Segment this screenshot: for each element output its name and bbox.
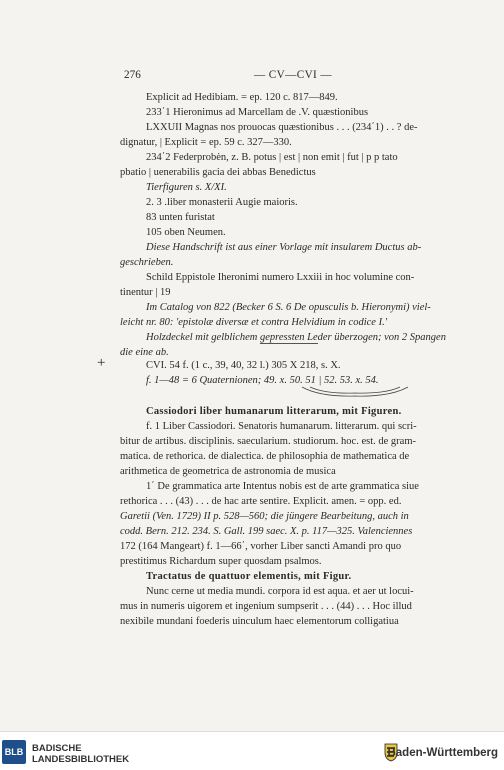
text-line: geschrieben. <box>120 257 174 268</box>
text-line: 234΄2 Federprobėn, z. B. potus | est | non emit | fut | p p tato <box>146 152 398 163</box>
section-title: Tractatus de quattuor elementis, mit Figur. <box>146 571 352 582</box>
page-header <box>124 69 450 85</box>
text-line: codd. Bern. 212. 234. S. Gall. 199 saec. X. p. 117—325. Valenciennes <box>120 526 413 537</box>
text-line: tinentur | 19 <box>120 287 171 298</box>
text-line: prestitimus Richardum super quosdam psalmos. <box>120 556 322 567</box>
blb-name[interactable] <box>32 743 129 765</box>
text-line: 2. 3 .liber monasterii Augie maioris. <box>146 197 298 208</box>
text-line: dignatur, | Explicit = ep. 59 c. 327—330. <box>120 137 292 148</box>
text-line: rethorica . . . (43) . . . de hac arte sentire. Explicit. amen. = opp. ed. <box>120 496 402 507</box>
page-number: 276 <box>124 69 141 81</box>
section-title: Cassiodori liber humanarum litterarum, mit Figuren. <box>146 406 402 417</box>
text-line: Garetii (Ven. 1729) II p. 528—560; die jüngere Bearbeitung, auch in <box>120 511 409 522</box>
text-line: pbatio | uenerabilis gacia dei abbas Benedictus <box>120 167 316 178</box>
section-divider <box>260 343 318 344</box>
text-line: Im Catalog von 822 (Becker 6 S. 6 De opusculis b. Hieronymi) viel- <box>146 302 431 313</box>
bw-label[interactable]: Baden-Württemberg <box>387 747 498 759</box>
text-line: 83 unten furistat <box>146 212 215 223</box>
entry-heading: CVI. 54 f. (1 c., 39, 40, 32 l.) 305 X 218, s. X. <box>146 360 341 371</box>
text-line: 1΄ De grammatica arte Intentus nobis est de arte grammatica siue <box>146 481 419 492</box>
text-line: nexibile mundani foederis uinculum haec elementorum colligatiua <box>120 616 399 627</box>
text-line: Nunc cerne ut media mundi. corpora id est aqua. et aer ut locui- <box>146 586 414 597</box>
text-line: arithmetica de geometrica de astronomia de musica <box>120 466 336 477</box>
running-head: — CV—CVI — <box>254 69 332 81</box>
blb-name-line1: BADISCHE <box>32 743 82 754</box>
text-line: 233΄1 Hieronimus ad Marcellam de .V. quæstionibus <box>146 107 369 118</box>
text-line: Schild Eppistole Iheronimi numero Lxxiii in hoc volumine con- <box>146 272 415 283</box>
text-line: Diese Handschrift ist aus einer Vorlage mit insularem Ductus ab- <box>146 242 422 253</box>
text-line: matica. de rethorica. de dialectica. de philosophia de mathematica de <box>120 451 410 462</box>
text-line: Holzdeckel mit gelblichem gepressten Leder überzogen; von 2 Spangen <box>146 332 446 343</box>
text-line: f. 1—48 = 6 Quaternionen; 49. x. 50. 51 | 52. 53. x. 54. <box>146 375 379 386</box>
cvi-content-block <box>120 404 458 629</box>
cv-entry-block <box>120 90 458 360</box>
blb-logo-icon[interactable]: BLB <box>2 740 26 764</box>
text-line: 105 oben Neumen. <box>146 227 226 238</box>
quire-brace <box>300 386 410 398</box>
text-line: bitur de artibus. disciplinis. saecularium. studiorum. hoc. est. de gram- <box>120 436 416 447</box>
text-line: die eine ab. <box>120 347 169 358</box>
text-line: Explicit ad Hedibiam. = ep. 120 c. 817—849. <box>146 92 338 103</box>
text-line: f. 1 Liber Cassiodori. Senatoris humanarum. litterarum. qui scri- <box>146 421 417 432</box>
blb-name-line2: LANDESBIBLIOTHEK <box>32 754 130 765</box>
text-line: leicht nr. 80: 'epistolæ diversæ et contra Helvidium in codice I.' <box>120 317 387 328</box>
cvi-entry-block <box>120 358 458 388</box>
text-line: mus in numeris uigorem et ingenium sumpserit . . . (44) . . . Hoc illud <box>120 601 412 612</box>
text-line: 172 (164 Mangeart) f. 1—66΄, vorher Liber sancti Amandi pro quo <box>120 541 402 552</box>
margin-plus-mark: + <box>97 355 106 371</box>
text-line: Tierfiguren s. X/XI. <box>146 182 227 193</box>
text-line: LXXUII Magnas nos prouocas quæstionibus . . . (234΄1) . . ? de- <box>146 122 418 133</box>
